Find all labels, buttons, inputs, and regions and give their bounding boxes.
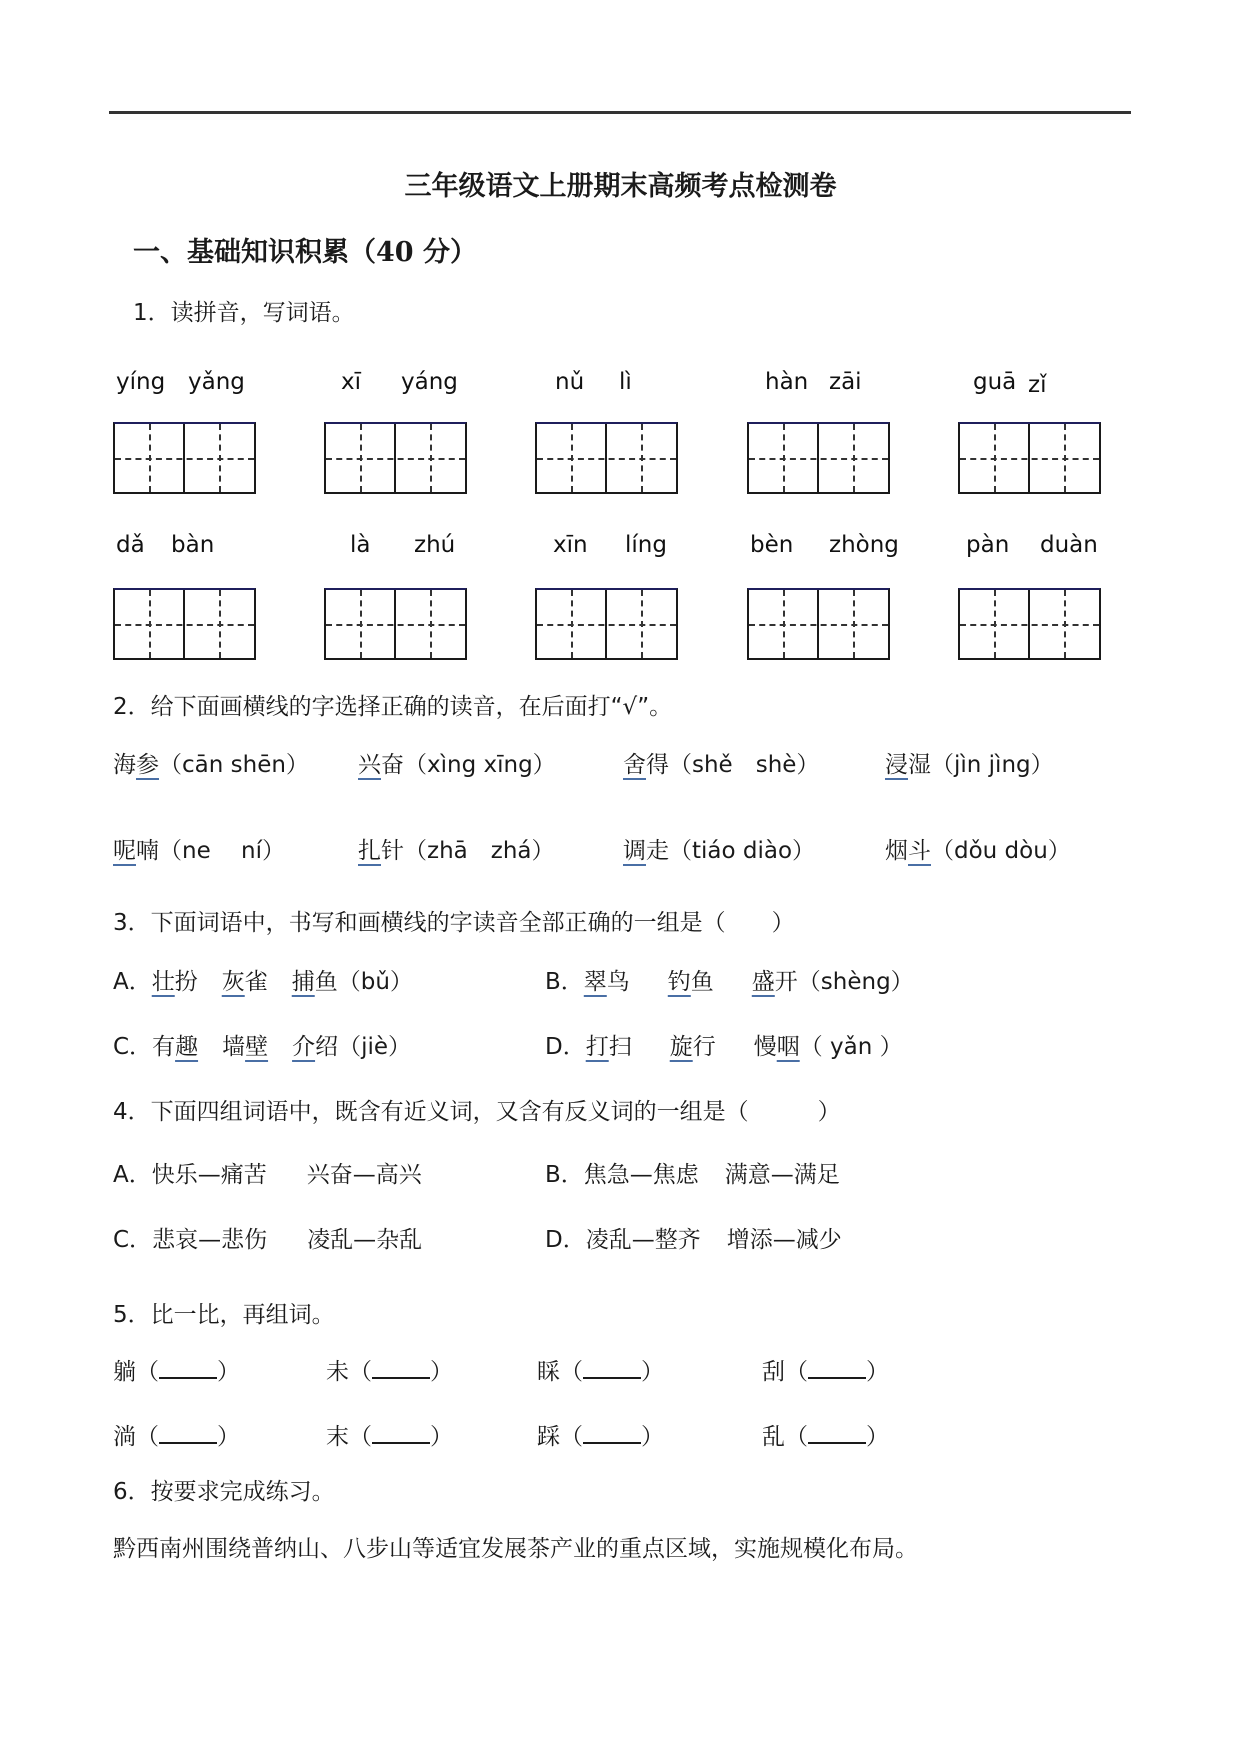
answer-blank[interactable] <box>159 1422 217 1444</box>
answer-blank[interactable] <box>159 1357 217 1379</box>
pinyin-syllable: pàn <box>966 532 1010 558</box>
pinyin-options: （jìn jìng） <box>931 752 1054 778</box>
writing-grid[interactable] <box>113 588 256 660</box>
option-label: B． <box>545 969 584 995</box>
word-char: 湿 <box>908 752 931 778</box>
word-char: 慢 <box>753 1034 777 1060</box>
paren-close: ） <box>430 1424 453 1450</box>
word-char: 奋 <box>381 752 404 778</box>
paren-close: ） <box>430 1359 453 1385</box>
q4-option-b[interactable] <box>545 1160 840 1190</box>
answer-blank[interactable] <box>808 1357 866 1379</box>
answer-blank[interactable] <box>372 1357 430 1379</box>
word-building-item <box>762 1357 889 1387</box>
compare-char: 刮 <box>762 1359 785 1385</box>
pronunciation-item[interactable] <box>885 750 1054 780</box>
q4-option-d[interactable] <box>545 1225 842 1255</box>
q3-option-b[interactable] <box>545 967 914 997</box>
pinyin-syllable: hàn <box>765 369 809 395</box>
pinyin-syllable: là <box>350 532 371 558</box>
word-char: 走 <box>646 838 669 864</box>
pinyin-syllable: yáng <box>401 369 458 395</box>
word-char: 海 <box>113 752 136 778</box>
compare-char: 躺 <box>113 1359 136 1385</box>
word-pair: 快乐—痛苦 <box>151 1162 267 1188</box>
pinyin-syllable: bèn <box>750 532 794 558</box>
paren-close: ） <box>217 1424 240 1450</box>
word-building-item <box>326 1357 453 1387</box>
option-label: D． <box>545 1034 586 1060</box>
compare-char: 末 <box>326 1424 349 1450</box>
q3-option-c[interactable] <box>113 1032 411 1062</box>
q4-option-c[interactable] <box>113 1225 422 1255</box>
dashed-guide <box>326 624 465 626</box>
word-char: 鱼 <box>314 969 338 995</box>
word-char: 得 <box>646 752 669 778</box>
word-char: 浸 <box>885 752 908 778</box>
word-building-item <box>326 1422 453 1452</box>
word-char: 壁 <box>245 1034 269 1060</box>
compare-char: 睬 <box>537 1359 560 1385</box>
word-char: 呢 <box>113 838 136 864</box>
word-char: 壮 <box>151 969 175 995</box>
word-char: 扫 <box>608 1034 632 1060</box>
paren-close: ） <box>641 1424 664 1450</box>
pinyin-syllable: dǎ <box>116 532 145 558</box>
option-label: B． <box>545 1162 584 1188</box>
paren-open: （ <box>136 1424 159 1450</box>
word-char: 喃 <box>136 838 159 864</box>
paren-open: （ <box>560 1359 583 1385</box>
q4-option-a[interactable] <box>113 1160 422 1190</box>
pinyin-syllable: guā <box>973 369 1017 395</box>
dashed-guide <box>960 624 1099 626</box>
word-char: 盛 <box>751 969 775 995</box>
option-label: A． <box>113 969 152 995</box>
paren-open: （ <box>349 1359 372 1385</box>
pinyin-note: （bǔ） <box>337 969 413 995</box>
pronunciation-item[interactable] <box>885 836 1071 866</box>
pinyin-syllable: zhú <box>414 532 456 558</box>
compare-char: 未 <box>326 1359 349 1385</box>
pinyin-syllable: xīn <box>553 532 588 558</box>
word-char: 雀 <box>244 969 268 995</box>
word-char: 舍 <box>623 752 646 778</box>
dashed-guide <box>537 458 676 460</box>
option-label: A． <box>113 1162 152 1188</box>
dashed-guide <box>326 458 465 460</box>
word-char: 咽 <box>776 1034 800 1060</box>
q3-option-a[interactable] <box>113 967 413 997</box>
word-building-item <box>537 1422 664 1452</box>
pinyin-options: （cān shēn） <box>159 752 309 778</box>
pinyin-syllable: zhòng <box>829 532 899 558</box>
q1-stem: 1．读拼音，写词语。 <box>133 300 355 326</box>
word-char: 调 <box>623 838 646 864</box>
header-rule <box>109 111 1131 114</box>
paren-close: ） <box>866 1359 889 1385</box>
paren-open: （ <box>560 1424 583 1450</box>
word-pair: 满意—满足 <box>724 1162 840 1188</box>
dashed-guide <box>115 458 254 460</box>
word-pair: 焦急—焦虑 <box>583 1162 699 1188</box>
paren-close: ） <box>866 1424 889 1450</box>
q2-stem: 2．给下面画横线的字选择正确的读音，在后面打“√”。 <box>113 694 673 720</box>
word-char: 打 <box>585 1034 609 1060</box>
pinyin-syllable: líng <box>625 532 667 558</box>
pinyin-note: （ yǎn ） <box>799 1034 903 1060</box>
word-char: 捕 <box>291 969 315 995</box>
word-char: 斗 <box>908 838 931 864</box>
pinyin-syllable: yǎng <box>188 369 245 395</box>
pronunciation-item[interactable] <box>113 836 285 866</box>
word-pair: 悲哀—悲伤 <box>152 1227 268 1253</box>
paren-close: ） <box>217 1359 240 1385</box>
word-char: 旋 <box>669 1034 693 1060</box>
word-pair: 凌乱—杂乱 <box>307 1227 423 1253</box>
compare-char: 淌 <box>113 1424 136 1450</box>
word-pair: 凌乱—整齐 <box>585 1227 701 1253</box>
word-char: 开 <box>774 969 798 995</box>
answer-blank[interactable] <box>372 1422 430 1444</box>
word-char: 灰 <box>221 969 245 995</box>
q6-passage: 黔西南州围绕普纳山、八步山等适宜发展茶产业的重点区域，实施规模化布局。 <box>113 1536 918 1562</box>
pronunciation-item[interactable] <box>113 750 309 780</box>
pinyin-options: （dǒu dòu） <box>931 838 1071 864</box>
word-char: 针 <box>381 838 404 864</box>
paren-open: （ <box>785 1359 808 1385</box>
word-char: 扎 <box>358 838 381 864</box>
writing-grid[interactable] <box>747 422 890 494</box>
pronunciation-item[interactable] <box>358 750 556 780</box>
dashed-guide <box>749 624 888 626</box>
writing-grid[interactable] <box>324 588 467 660</box>
dashed-guide <box>749 458 888 460</box>
answer-blank[interactable] <box>583 1357 641 1379</box>
paren-open: （ <box>785 1424 808 1450</box>
word-char: 翠 <box>583 969 607 995</box>
word-building-item <box>113 1357 240 1387</box>
paren-open: （ <box>136 1359 159 1385</box>
pronunciation-item[interactable] <box>358 836 555 866</box>
pinyin-note: （shèng） <box>797 969 914 995</box>
paren-close: ） <box>641 1359 664 1385</box>
writing-grid[interactable] <box>535 422 678 494</box>
option-label: D． <box>545 1227 586 1253</box>
word-building-item <box>113 1422 240 1452</box>
word-char: 烟 <box>885 838 908 864</box>
word-char: 参 <box>136 752 159 778</box>
word-char: 介 <box>292 1034 316 1060</box>
word-char: 鱼 <box>690 969 714 995</box>
dashed-guide <box>115 624 254 626</box>
word-char: 兴 <box>358 752 381 778</box>
writing-grid[interactable] <box>958 422 1101 494</box>
word-char: 绍 <box>315 1034 339 1060</box>
word-building-item <box>537 1357 664 1387</box>
q5-stem: 5．比一比，再组词。 <box>113 1302 335 1328</box>
pinyin-options: （tiáo diào） <box>669 838 816 864</box>
word-pair: 兴奋—高兴 <box>306 1162 422 1188</box>
pinyin-syllable: zāi <box>829 369 862 395</box>
pinyin-syllable: yíng <box>116 369 166 395</box>
pronunciation-item[interactable] <box>623 836 815 866</box>
word-char: 墙 <box>222 1034 246 1060</box>
pinyin-syllable: nǔ <box>555 369 585 395</box>
option-label: C． <box>113 1034 153 1060</box>
word-char: 鸟 <box>606 969 630 995</box>
writing-grid[interactable] <box>958 588 1101 660</box>
section-heading: 一、基础知识积累（40 分） <box>133 237 477 268</box>
pinyin-options: （ne ní） <box>159 838 286 864</box>
page-title: 三年级语文上册期末高频考点检测卷 <box>404 171 837 202</box>
word-char: 钓 <box>667 969 691 995</box>
compare-char: 踩 <box>537 1424 560 1450</box>
dashed-guide <box>537 624 676 626</box>
pinyin-syllable: lì <box>619 369 632 395</box>
pinyin-syllable: zǐ <box>1028 372 1047 398</box>
paren-open: （ <box>349 1424 372 1450</box>
writing-grid[interactable] <box>747 588 890 660</box>
writing-grid[interactable] <box>535 588 678 660</box>
word-building-item <box>762 1422 889 1452</box>
pinyin-options: （xìng xīng） <box>404 752 556 778</box>
pinyin-note: （jiè） <box>338 1034 411 1060</box>
pinyin-syllable: duàn <box>1040 532 1098 558</box>
word-char: 趣 <box>175 1034 199 1060</box>
dashed-guide <box>960 458 1099 460</box>
pronunciation-item[interactable] <box>623 750 819 780</box>
pinyin-syllable: xī <box>341 369 362 395</box>
word-char: 有 <box>152 1034 176 1060</box>
compare-char: 乱 <box>762 1424 785 1450</box>
pinyin-options: （shě shè） <box>669 752 820 778</box>
option-label: C． <box>113 1227 153 1253</box>
word-pair: 增添—减少 <box>726 1227 842 1253</box>
pinyin-options: （zhā zhá） <box>404 838 555 864</box>
q3-stem: 3．下面词语中，书写和画横线的字读音全部正确的一组是（ ） <box>113 910 795 936</box>
writing-grid[interactable] <box>324 422 467 494</box>
q6-stem: 6．按要求完成练习。 <box>113 1479 335 1505</box>
word-char: 扮 <box>174 969 198 995</box>
pinyin-syllable: bàn <box>171 532 215 558</box>
q4-stem: 4．下面四组词语中，既含有近义词，又含有反义词的一组是（ ） <box>113 1099 841 1125</box>
word-char: 行 <box>692 1034 716 1060</box>
answer-blank[interactable] <box>808 1422 866 1444</box>
answer-blank[interactable] <box>583 1422 641 1444</box>
q3-option-d[interactable] <box>545 1032 903 1062</box>
writing-grid[interactable] <box>113 422 256 494</box>
